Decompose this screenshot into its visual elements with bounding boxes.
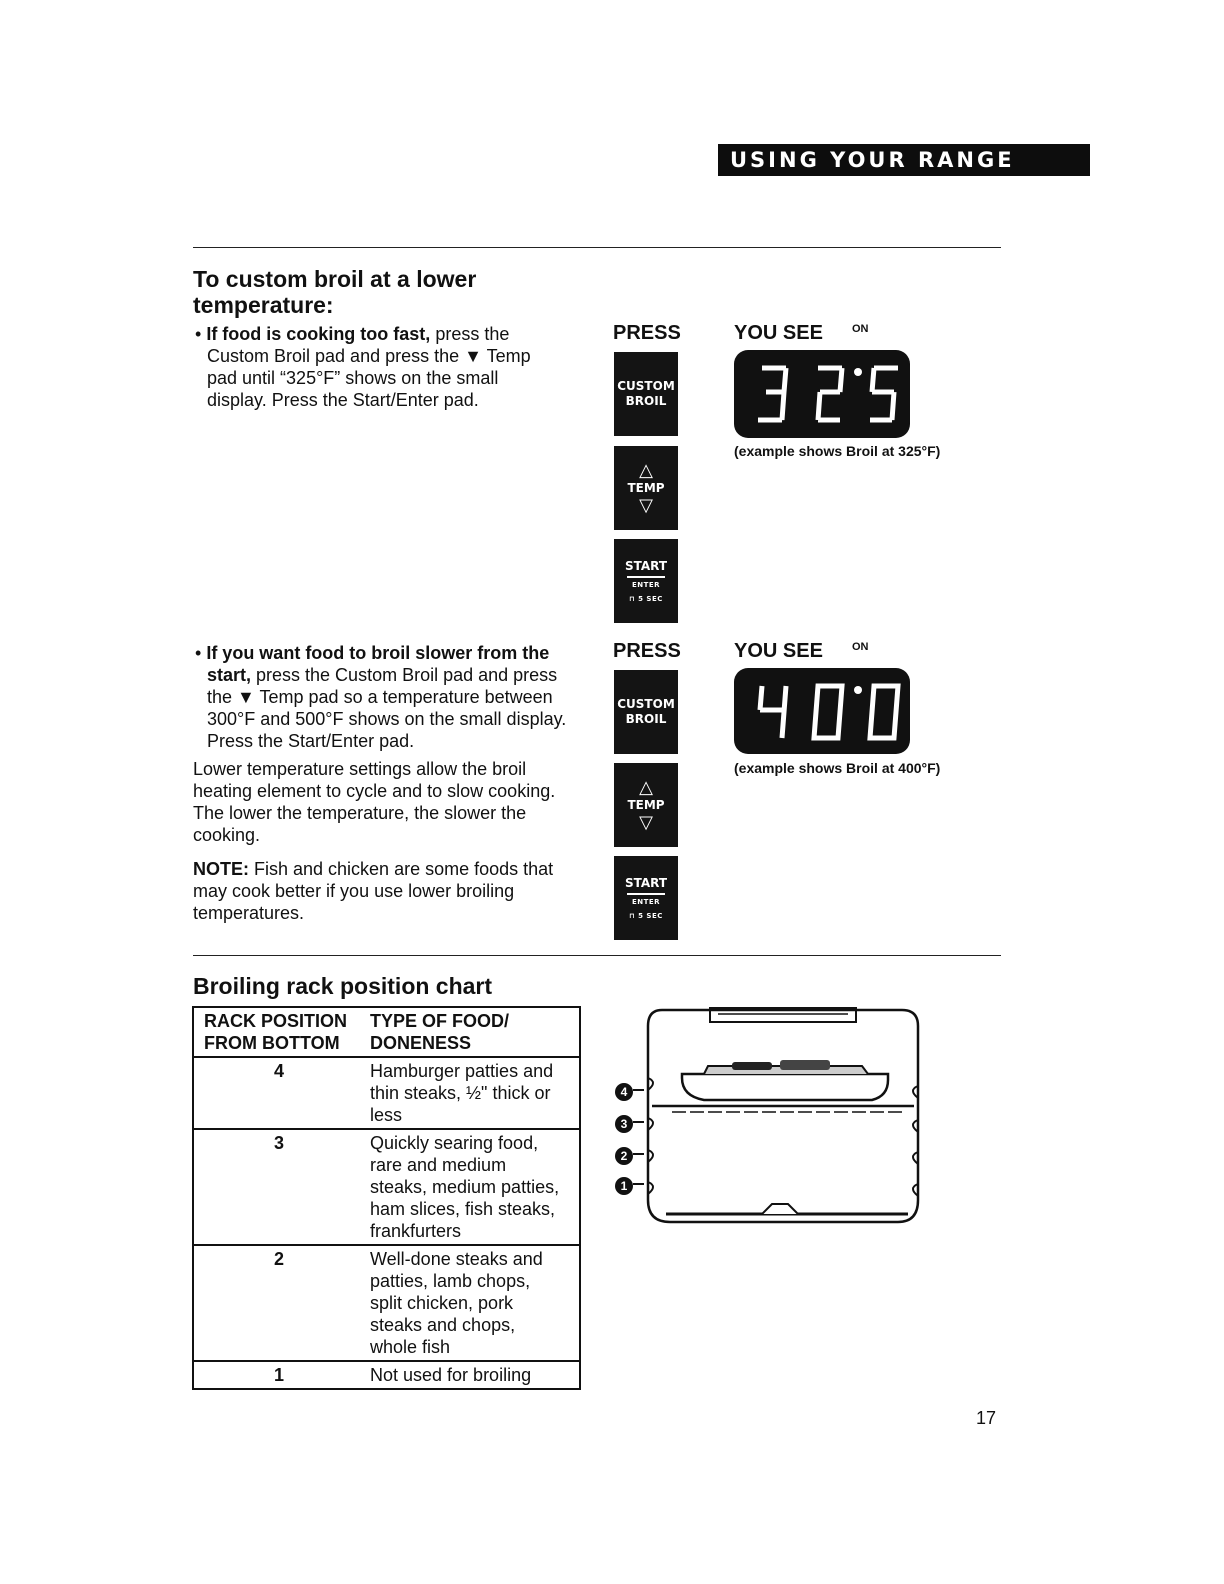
pad-divider xyxy=(627,576,665,578)
bake-element xyxy=(666,1204,908,1214)
temp-pad[interactable] xyxy=(614,446,678,530)
pad-sublabel: ENTER xyxy=(631,581,661,589)
oven-cavity xyxy=(648,1010,918,1222)
heading-line-1: To custom broil at a lower xyxy=(193,266,477,292)
start-enter-pad[interactable] xyxy=(614,539,678,623)
up-arrow-icon[interactable]: △ xyxy=(639,459,653,481)
table-row xyxy=(194,1361,579,1388)
middle-divider xyxy=(193,955,1001,956)
display-325 xyxy=(734,350,910,438)
header-line: DONENESS xyxy=(370,1033,472,1053)
note-paragraph xyxy=(193,858,603,924)
rack-marker-label: 1 xyxy=(620,1179,628,1193)
pad-label: BROIL xyxy=(625,394,667,408)
section-heading xyxy=(193,266,593,318)
oven-rack-diagram xyxy=(612,1000,924,1230)
rack-table xyxy=(194,1008,579,1388)
on-indicator-label: ON xyxy=(852,323,869,335)
food-on-pan xyxy=(732,1062,772,1070)
food-line: rare and medium xyxy=(370,1155,507,1175)
press-label: PRESS xyxy=(613,322,681,344)
food-line: steaks and chops, xyxy=(370,1315,516,1335)
rack-number: 3 xyxy=(273,1133,284,1153)
pad-label: START xyxy=(624,876,668,890)
custom-broil-pad[interactable] xyxy=(614,352,678,436)
table-row xyxy=(194,1245,579,1361)
oven-rack xyxy=(652,1106,914,1112)
digit-2 xyxy=(818,368,842,420)
note-line: may cook better if you use lower broiling xyxy=(193,881,515,901)
food-description xyxy=(360,1129,579,1245)
degree-dot xyxy=(854,368,862,376)
seven-segment-digits xyxy=(734,668,910,754)
top-divider xyxy=(193,247,1001,248)
start-enter-pad[interactable] xyxy=(614,856,678,940)
note-line: temperatures. xyxy=(193,903,305,923)
bullet1-line: pad until “325°F” shows on the small xyxy=(207,368,499,388)
page-number: 17 xyxy=(976,1408,997,1428)
food-line: Quickly searing food, xyxy=(370,1133,539,1153)
digit-5 xyxy=(870,368,898,420)
bullet-broil-slower xyxy=(195,642,595,752)
note-line: Fish and chicken are some foods that xyxy=(249,859,554,879)
lock-text: 5 SEC xyxy=(638,912,663,920)
lower-temp-paragraph xyxy=(193,758,603,846)
food-description xyxy=(360,1245,579,1361)
lock-sublabel xyxy=(614,912,678,920)
display2-caption: (example shows Broil at 400°F) xyxy=(734,760,941,776)
press-label: PRESS xyxy=(613,640,681,662)
column-header-food xyxy=(360,1008,579,1057)
food-line: less xyxy=(370,1105,403,1125)
chart-title: Broiling rack position chart xyxy=(193,973,493,999)
pad-label: BROIL xyxy=(625,712,667,726)
seven-segment-digits xyxy=(734,350,910,438)
bullet1-line: display. Press the Start/Enter pad. xyxy=(207,390,479,410)
degree-dot xyxy=(854,686,862,694)
food-line: frankfurters xyxy=(370,1221,462,1241)
food-line: Not used for broiling xyxy=(370,1365,532,1385)
bullet-dot: • xyxy=(195,643,207,663)
header-line: FROM BOTTOM xyxy=(204,1033,340,1053)
digit-0 xyxy=(814,686,842,738)
digit-0 xyxy=(870,686,898,738)
food-on-pan xyxy=(780,1060,830,1070)
temp-pad[interactable] xyxy=(614,763,678,847)
bullet2-bold: start, xyxy=(207,665,252,685)
food-line: Well-done steaks and xyxy=(370,1249,543,1269)
food-line: whole fish xyxy=(370,1337,451,1357)
bullet1-line: Custom Broil pad and press the ▼ Temp xyxy=(207,346,531,366)
pad-sublabel: ENTER xyxy=(631,898,661,906)
table-row xyxy=(194,1057,579,1129)
section-title: USING YOUR RANGE xyxy=(730,148,1015,172)
food-line: Hamburger patties and xyxy=(370,1061,554,1081)
digit-3 xyxy=(758,368,786,420)
header-line: TYPE OF FOOD/ xyxy=(370,1011,510,1031)
broiler-pan xyxy=(682,1060,888,1100)
lock-text: 5 SEC xyxy=(638,595,663,603)
on-indicator-label: ON xyxy=(852,641,869,653)
header-line: RACK POSITION xyxy=(204,1011,348,1031)
table-header-row xyxy=(194,1008,579,1057)
paragraph-line: heating element to cycle and to slow cooking. xyxy=(193,781,556,801)
rack-position-table xyxy=(192,1006,581,1390)
food-line: ham slices, fish steaks, xyxy=(370,1199,556,1219)
note-label: NOTE: xyxy=(193,859,249,879)
oven-illustration xyxy=(612,1000,924,1230)
rack-marker-label: 4 xyxy=(620,1085,628,1099)
rack-number: 2 xyxy=(273,1249,284,1269)
section-banner xyxy=(718,144,1090,176)
you-see-label: YOU SEE xyxy=(734,322,823,344)
pad-divider xyxy=(627,893,665,895)
pad-label: TEMP xyxy=(627,480,665,495)
down-arrow-icon[interactable]: ▽ xyxy=(639,494,653,516)
table-row xyxy=(194,1129,579,1245)
bullet-too-fast xyxy=(195,323,595,411)
food-line: thin steaks, ½" thick or xyxy=(370,1083,551,1103)
bullet2-line: press the Custom Broil pad and press xyxy=(251,665,558,685)
bullet-dot: • xyxy=(195,324,207,344)
you-see-label: YOU SEE xyxy=(734,640,823,662)
food-line: split chicken, pork xyxy=(370,1293,514,1313)
pad-label: TEMP xyxy=(627,797,665,812)
food-description xyxy=(360,1361,579,1388)
column-header-position xyxy=(194,1008,360,1057)
rack-position-markers xyxy=(615,1083,644,1195)
rack-marker-label: 2 xyxy=(620,1149,628,1163)
food-line: patties, lamb chops, xyxy=(370,1271,531,1291)
paragraph-line: The lower the temperature, the slower the xyxy=(193,803,527,823)
food-description xyxy=(360,1057,579,1129)
paragraph-line: Lower temperature settings allow the broil xyxy=(193,759,527,779)
digit-4 xyxy=(760,686,786,738)
bullet2-bold: If you want food to broil slower from the xyxy=(206,643,550,663)
rack-number: 1 xyxy=(273,1365,284,1385)
lock-icon: ⊓ xyxy=(629,912,639,920)
lock-sublabel xyxy=(614,595,678,603)
lock-icon: ⊓ xyxy=(629,595,639,603)
paragraph-line: cooking. xyxy=(193,825,261,845)
bullet2-line: Press the Start/Enter pad. xyxy=(207,731,415,751)
custom-broil-pad[interactable] xyxy=(614,670,678,754)
bullet2-line: the ▼ Temp pad so a temperature between xyxy=(207,687,553,707)
bullet2-line: 300°F and 500°F shows on the small display. xyxy=(207,709,567,729)
rack-number: 4 xyxy=(273,1061,284,1081)
pad-label: START xyxy=(624,559,668,573)
display1-caption: (example shows Broil at 325°F) xyxy=(734,443,941,459)
pad-label: CUSTOM xyxy=(617,697,675,711)
food-line: steaks, medium patties, xyxy=(370,1177,560,1197)
pad-label: CUSTOM xyxy=(617,379,675,393)
up-arrow-icon[interactable]: △ xyxy=(639,776,653,798)
down-arrow-icon[interactable]: ▽ xyxy=(639,811,653,833)
bullet1-line: press the xyxy=(430,324,510,344)
rack-marker-label: 3 xyxy=(620,1117,628,1131)
bullet1-bold: If food is cooking too fast, xyxy=(206,324,431,344)
display-400 xyxy=(734,668,910,754)
heading-line-2: temperature: xyxy=(193,292,334,318)
